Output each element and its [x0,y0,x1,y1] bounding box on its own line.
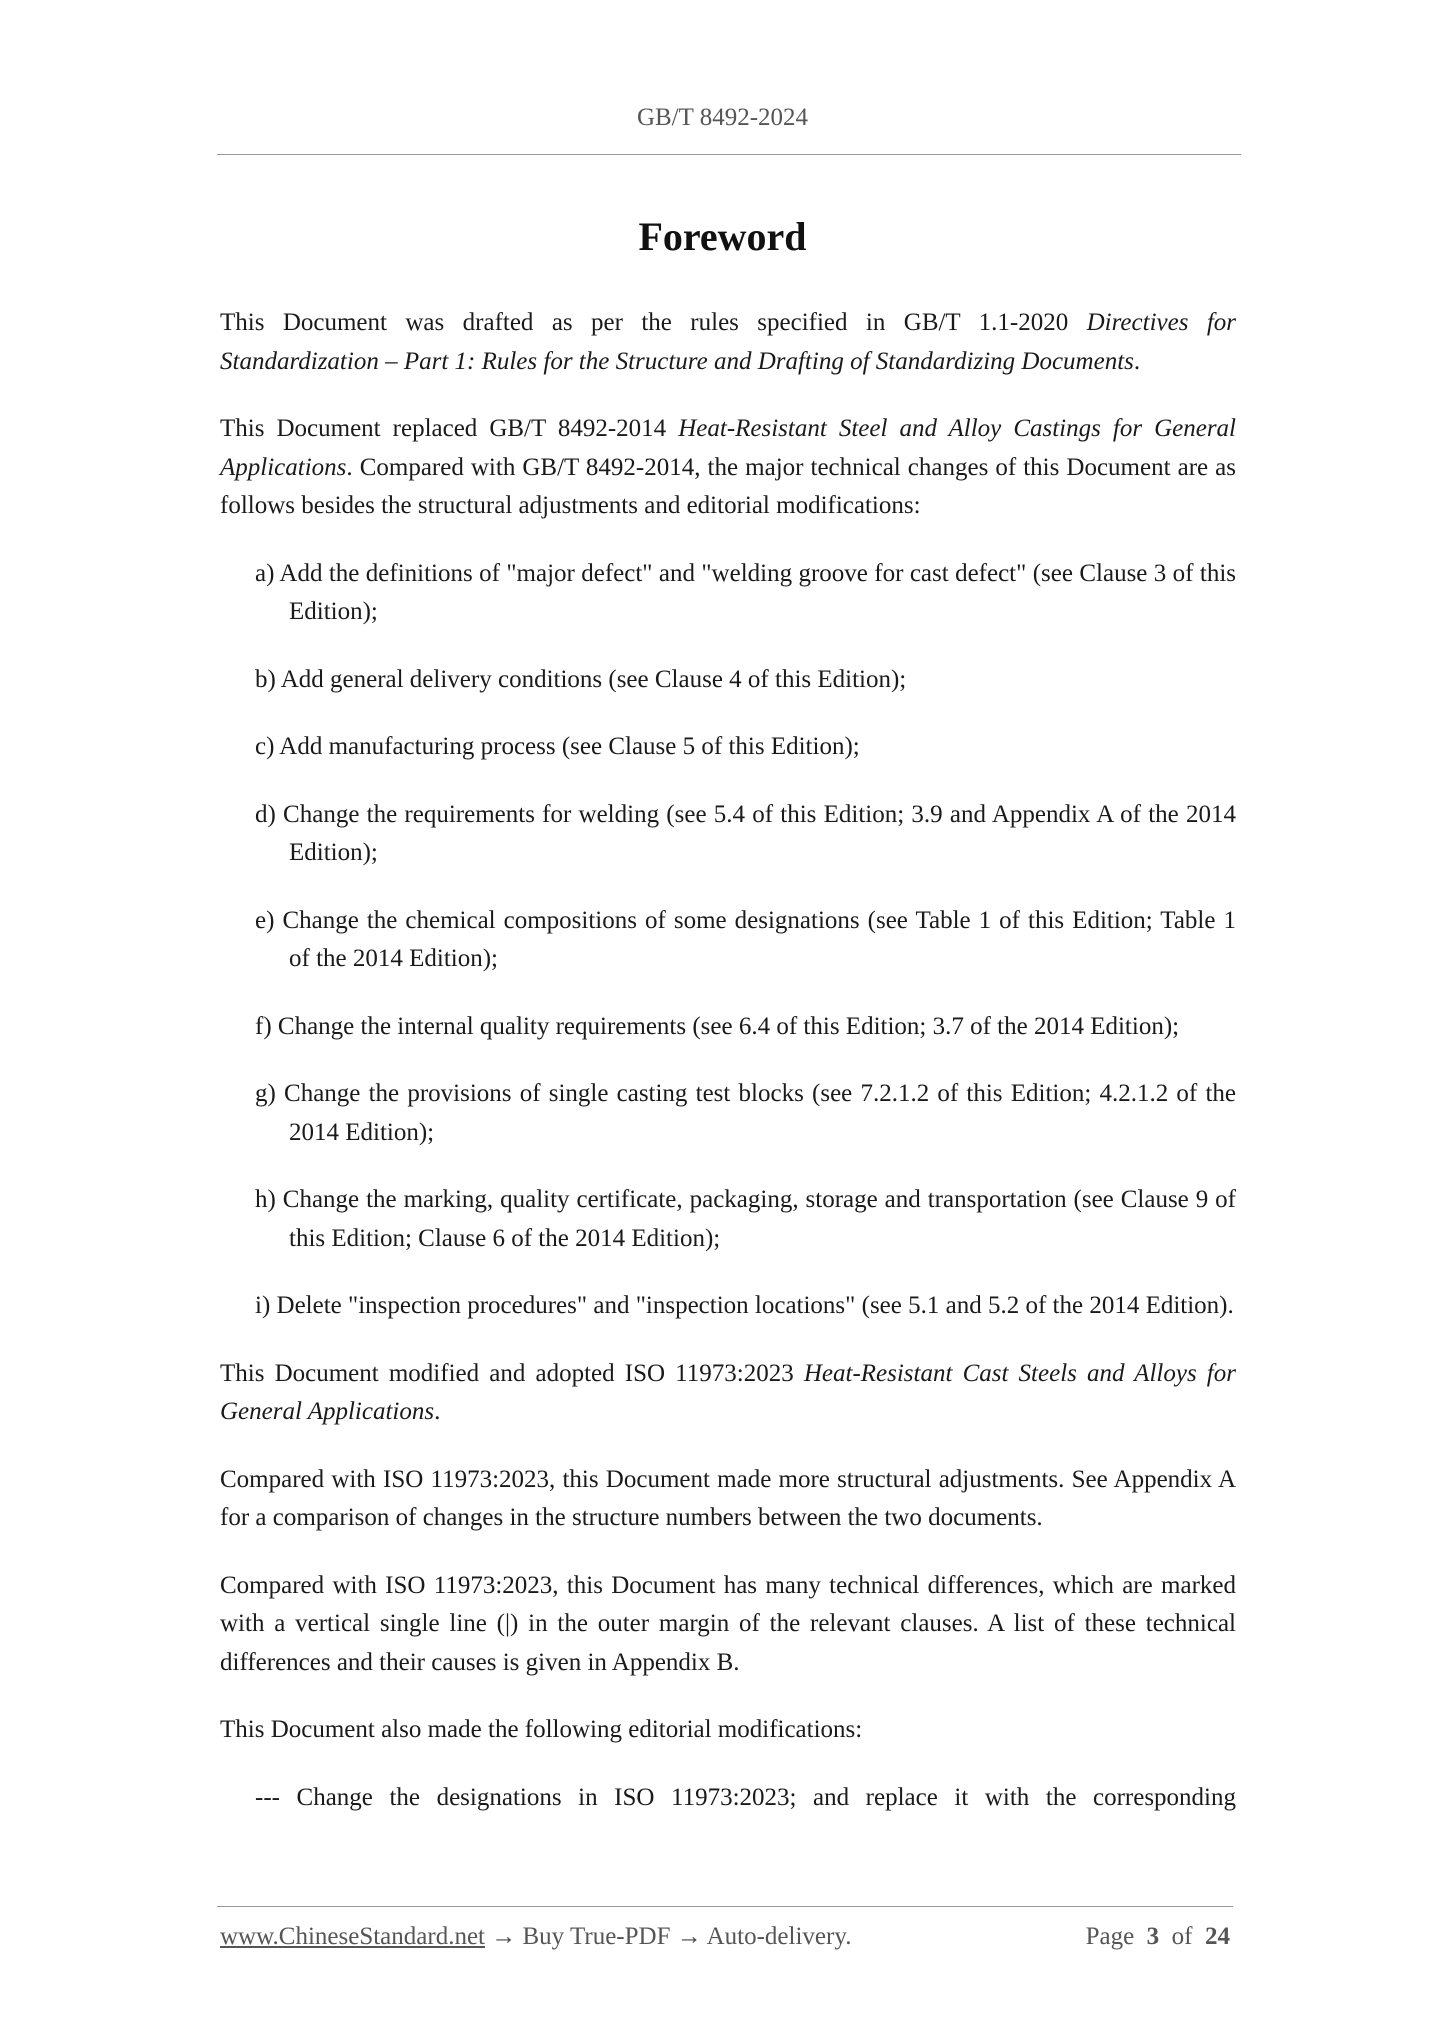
paragraph-technical-differences: Compared with ISO 11973:2023, this Document has many technical differences, which are marked with a vertical single line (|) in the outer margin of the relevant clauses. A list of these technical differences and their causes is given in Appendix B. [220,1571,1236,1676]
reference-title: Directives for Standardization – Part 1: Rules for the Structure and Drafting of Standardizing Documents [220,309,1237,375]
header-document-id: GB/T 8492-2024 [636,104,809,131]
paragraph-text: . Compared with GB/T 8492-2014, the major technical changes of this Document are as follows besides the structural adjustments and editorial modifications: [220,453,1236,519]
page-of-label: of [1171,1923,1193,1950]
foreword-body [220,304,1236,1846]
paragraph-text: This Document was drafted as per the rules specified in GB/T 1.1-2020 [220,309,1087,336]
paragraph-structural-adjustments: Compared with ISO 11973:2023, this Document made more structural adjustments. See Appendix A for a comparison of changes in the structure numbers between the two documents. [220,1465,1236,1531]
paragraph-editorial-modifications: This Document also made the following editorial modifications: [220,1716,863,1743]
paragraph-text: . [434,1398,441,1425]
change-item: d) Change the requirements for welding (see 5.4 of this Edition; 3.9 and Appendix A of the 2014 Edition); [255,800,1236,866]
change-item: e) Change the chemical compositions of some designations (see Table 1 of this Edition; Table 1 of the 2014 Edition); [255,906,1236,972]
current-page: 3 [1146,1923,1160,1950]
change-item: f) Change the internal quality requirements (see 6.4 of this Edition; 3.7 of the 2014 Edition); [255,1012,1180,1040]
page-title: Foreword [638,214,807,259]
change-item: h) Change the marking, quality certificate, packaging, storage and transportation (see Clause 9 of this Edition; Clause 6 of the 2014 Edition); [255,1186,1236,1252]
editorial-item: --- Change the designations in ISO 11973:2023; and replace it with the corresponding [255,1783,1236,1811]
paragraph-adoption [220,1355,1236,1432]
change-item: b) Add general delivery conditions (see Clause 4 of this Edition); [255,665,907,693]
header-divider [217,154,1241,155]
reference-title: Heat-Resistant Cast Steels and Alloys for General Applications [220,1359,1236,1425]
change-item: g) Change the provisions of single casting test blocks (see 7.2.1.2 of this Edition; 4.2.1.2 of the 2014 Edition); [255,1080,1236,1146]
paragraph-text: This Document modified and adopted ISO 11973:2023 [220,1359,804,1387]
footer-divider [217,1906,1233,1907]
paragraph-drafting-rules [220,304,1236,381]
footer-promo [220,1923,851,1951]
arrow-right-icon: → [670,1923,707,1950]
paragraph-replacement [220,410,1236,526]
page-label: Page [1085,1923,1135,1950]
paragraph-text: . [1133,347,1141,375]
arrow-right-icon: → [485,1923,523,1950]
change-item: c) Add manufacturing process (see Clause 5 of this Edition); [255,733,860,760]
paragraph-text: This Document replaced GB/T 8492-2014 [220,415,679,442]
change-item: i) Delete "inspection procedures" and "inspection locations" (see 5.1 and 5.2 of the 2014 Edition). [255,1292,1234,1319]
buy-pdf-text: Buy True-PDF [522,1923,671,1950]
page-number [1086,1923,1230,1951]
reference-title: Heat-Resistant Steel and Alloy Castings for General Applications [220,415,1236,481]
website-link[interactable]: www.ChineseStandard.net [220,1923,485,1950]
change-item: a) Add the definitions of "major defect" and "welding groove for cast defect" (see Clause 3 of this Edition); [255,559,1236,625]
total-pages: 24 [1205,1923,1230,1950]
auto-delivery-text: Auto-delivery. [706,1923,852,1950]
